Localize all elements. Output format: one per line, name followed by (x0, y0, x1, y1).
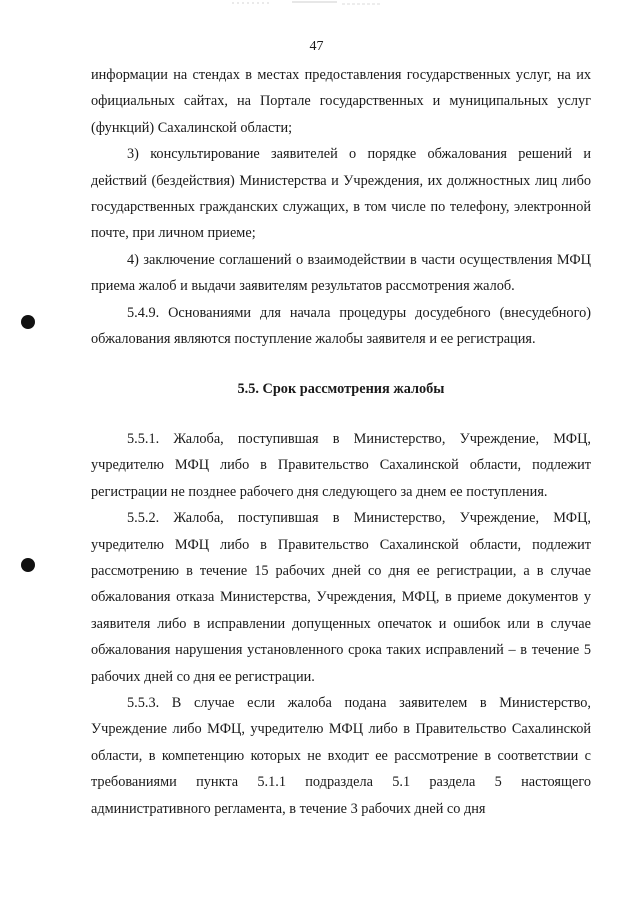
punch-hole (21, 315, 35, 329)
paragraph-5-4-9: 5.4.9. Основаниями для начала процедуры досудебного (внесудебного) обжалования являются поступление жалобы заявителя и ее регистрация. (91, 304, 591, 348)
page-number: 47 (309, 39, 324, 54)
document-body (91, 62, 591, 822)
punch-hole (21, 558, 35, 572)
scan-artifact (232, 0, 382, 6)
paragraph-5-5-3: 5.5.3. В случае если жалоба подана заявителем в Министерство, Учреждение либо МФЦ, учредителю МФЦ либо в Правительство Сахалинской области, в компетенцию которых не входит ее рассмотрение в соответствии с требованиями пункта 5.1.1 подраздела 5.1 раздела 5 настоящего административного регламента, в течение 3 рабочих дней со дня (91, 694, 591, 817)
section-heading: 5.5. Срок рассмотрения жалобы (237, 381, 445, 398)
paragraph-continuation: информации на стендах в местах предоставления государственных услуг, на их официальных сайтах, на Портале государственных и муниципальных услуг (функций) Сахалинской области; (91, 67, 591, 136)
paragraph-item-4: 4) заключение соглашений о взаимодействии в части осуществления МФЦ приема жалоб и выдачи заявителям результатов рассмотрения жалоб. (91, 251, 591, 295)
paragraph-item-3: 3) консультирование заявителей о порядке обжалования решений и действий (бездействия) Министерства и Учреждения, их должностных лиц либо государственных гражданских служащих, в том числе по телефону, электронной почте, при личном приеме; (91, 146, 591, 242)
paragraph-5-5-2: 5.5.2. Жалоба, поступившая в Министерство, Учреждение, МФЦ, учредителю МФЦ либо в Правительство Сахалинской области, подлежит рассмотрению в течение 15 рабочих дней со дня ее регистрации, а в случае обжалования отказа Министерства, Учреждения, МФЦ, в приеме документов у заявителя либо в исправлении допущенных опечаток и ошибок или в случае обжалования нарушения установленного срока таких исправлений – в течение 5 рабочих дней со дня ее регистрации. (91, 510, 591, 685)
paragraph-5-5-1: 5.5.1. Жалоба, поступившая в Министерство, Учреждение, МФЦ, учредителю МФЦ либо в Правительство Сахалинской области, подлежит регистрации не позднее рабочего дня следующего за днем ее поступления. (91, 430, 591, 500)
